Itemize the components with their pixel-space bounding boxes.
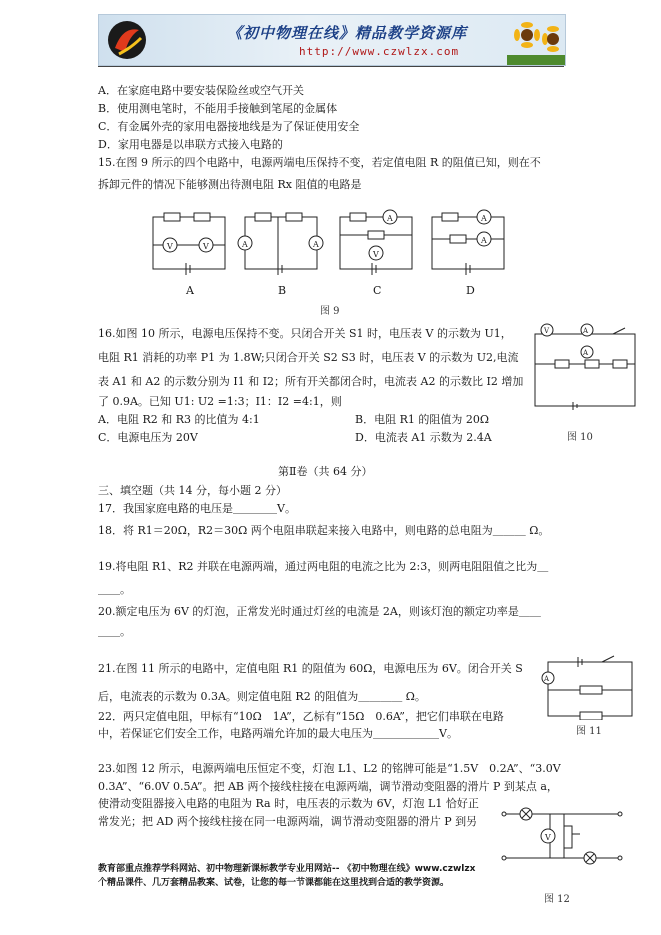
figure-11-caption: 图 11 [576, 726, 602, 737]
svg-text:A: A [313, 240, 319, 249]
q16-line-3: 表 A1 和 A2 的示数分别为 I1 和 I2；所有开关都闭合时，电流表 A2 的示数比 I2 增加 [98, 375, 524, 388]
q15-line-1: 15.在图 9 所示的四个电路中，电源两端电压保持不变，若定值电阻 R 的阻值已知，则在不 [98, 156, 541, 169]
circuit-d [432, 210, 504, 275]
section-3-heading: 三、填空题（共 14 分，每小题 2 分） [98, 484, 287, 497]
q22-line-1: 22．两只定值电阻，甲标有“10Ω 1A”，乙标有“15Ω 0.6A”，把它们串联在电路 [98, 710, 504, 723]
figure-10-caption: 图 10 [567, 432, 593, 443]
q17-text: 17．我国家庭电路的电压是＿＿＿＿V。 [98, 502, 296, 515]
q23-line-1: 23.如图 12 所示，电源两端电压恒定不变，灯泡 L1、L2 的铭牌可能是“1.5V 0.2A”、“3.0V [98, 762, 561, 775]
figure-12-caption: 图 12 [544, 894, 570, 905]
circuit-b [238, 213, 323, 275]
q14-option-a: A．在家庭电路中要安装保险丝或空气开关 [98, 84, 304, 97]
header-rule [98, 66, 564, 67]
circuit-label-a: A [186, 284, 194, 297]
svg-text:A: A [242, 240, 248, 249]
figure-9-caption: 图 9 [320, 306, 340, 317]
q19-line-2: ＿＿。 [98, 583, 131, 596]
circuit-label-d: D [466, 284, 475, 297]
q16-option-b: B．电阻 R1 的阻值为 20Ω [355, 413, 489, 426]
svg-text:A: A [481, 214, 487, 223]
banner-url[interactable]: http://www.czwlzx.com [299, 45, 460, 58]
svg-text:A: A [481, 236, 487, 245]
svg-text:V: V [545, 833, 551, 842]
logo-icon [105, 18, 149, 62]
circuit-label-c: C [373, 284, 382, 297]
figure-9-circuits [150, 205, 520, 305]
header-banner [98, 14, 566, 66]
q16-option-c: C．电源电压为 20V [98, 431, 198, 444]
svg-text:V: V [203, 242, 209, 251]
q16-line-2: 电阻 R1 消耗的功率 P1 为 1.8W;只闭合开关 S2 S3 时，电压表 V 的示数为 U2,电流 [98, 351, 519, 364]
footer-line-2: 个精品课件、几万套精品教案、试卷，让您的每一节课都能在这里找到合适的教学资源。 [98, 878, 450, 888]
svg-text:V: V [167, 242, 173, 251]
banner-title: 《初中物理在线》精品教学资源库 [227, 24, 468, 42]
svg-text:A: A [544, 675, 550, 683]
sunflower-icon [507, 15, 565, 65]
circuit-a [153, 213, 225, 275]
svg-text:A: A [583, 327, 589, 335]
q16-line-4: 了 0.9A。已知 U1: U2 =1:3；I1：I2 =4:1，则 [98, 395, 342, 408]
q20-line-1: 20.额定电压为 6V 的灯泡，正常发光时通过灯丝的电流是 2A，则该灯泡的额定功率是＿＿ [98, 605, 541, 618]
q14-option-c: C．有金属外壳的家用电器接地线是为了保证使用安全 [98, 120, 360, 133]
svg-text:V: V [373, 250, 379, 259]
q14-option-b: B．使用测电笔时，不能用手接触到笔尾的金属体 [98, 102, 338, 115]
figure-10-circuit [525, 322, 645, 414]
q20-line-2: ＿＿。 [98, 625, 131, 638]
q16-option-a: A．电阻 R2 和 R3 的比值为 4:1 [98, 413, 260, 426]
q18-text: 18．将 R1＝20Ω，R2＝30Ω 两个电阻串联起来接入电路中，则电路的总电阻为＿＿＿ Ω。 [98, 524, 550, 537]
svg-text:A: A [583, 349, 589, 357]
figure-12-circuit [500, 798, 636, 880]
q23-line-3: 使滑动变阻器接入电路的电阻为 Ra 时，电压表的示数为 6V，灯泡 L1 恰好正 [98, 797, 479, 810]
circuit-label-b: B [278, 284, 287, 297]
q23-line-2: 0.3A”、“6.0V 0.5A”。把 AB 两个接线柱接在电源两端，调节滑动变阻器的滑片 P 到某点 a， [98, 780, 558, 793]
q21-line-1: 21.在图 11 所示的电路中，定值电阻 R1 的阻值为 60Ω，电源电压为 6V。闭合开关 S [98, 662, 523, 675]
q16-option-d: D．电流表 A1 示数为 2.4A [355, 431, 492, 444]
svg-text:A: A [387, 214, 393, 223]
q14-option-d: D．家用电器是以串联方式接入电路的 [98, 138, 283, 151]
q23-line-4: 常发光；把 AD 两个接线柱接在同一电源两端，调节滑动变阻器的滑片 P 到另 [98, 815, 478, 828]
figure-11-circuit [534, 652, 638, 720]
circuit-c [340, 210, 412, 275]
q16-line-1: 16.如图 10 所示，电源电压保持不变。只闭合开关 S1 时，电压表 V 的示数为 U1， [98, 327, 512, 340]
part-2-title: 第Ⅱ卷（共 64 分） [278, 465, 373, 478]
footer-line-1: 教育部重点推荐学科网站、初中物理新课标教学专业用网站-- 《初中物理在线》www.czwlzx [98, 864, 476, 874]
q15-line-2: 拆卸元件的情况下能够测出待测电阻 Rx 阻值的电路是 [98, 178, 362, 191]
svg-text:V: V [544, 327, 550, 335]
q21-line-2: 后，电流表的示数为 0.3A。则定值电阻 R2 的阻值为＿＿＿＿ Ω。 [98, 690, 426, 703]
q22-line-2: 中，若保证它们安全工作，电路两端允许加的最大电压为＿＿＿＿＿＿V。 [98, 727, 458, 740]
q19-line-1: 19.将电阻 R1、R2 并联在电源两端，通过两电阻的电流之比为 2:3，则两电阻阻值之比为＿ [98, 560, 549, 573]
